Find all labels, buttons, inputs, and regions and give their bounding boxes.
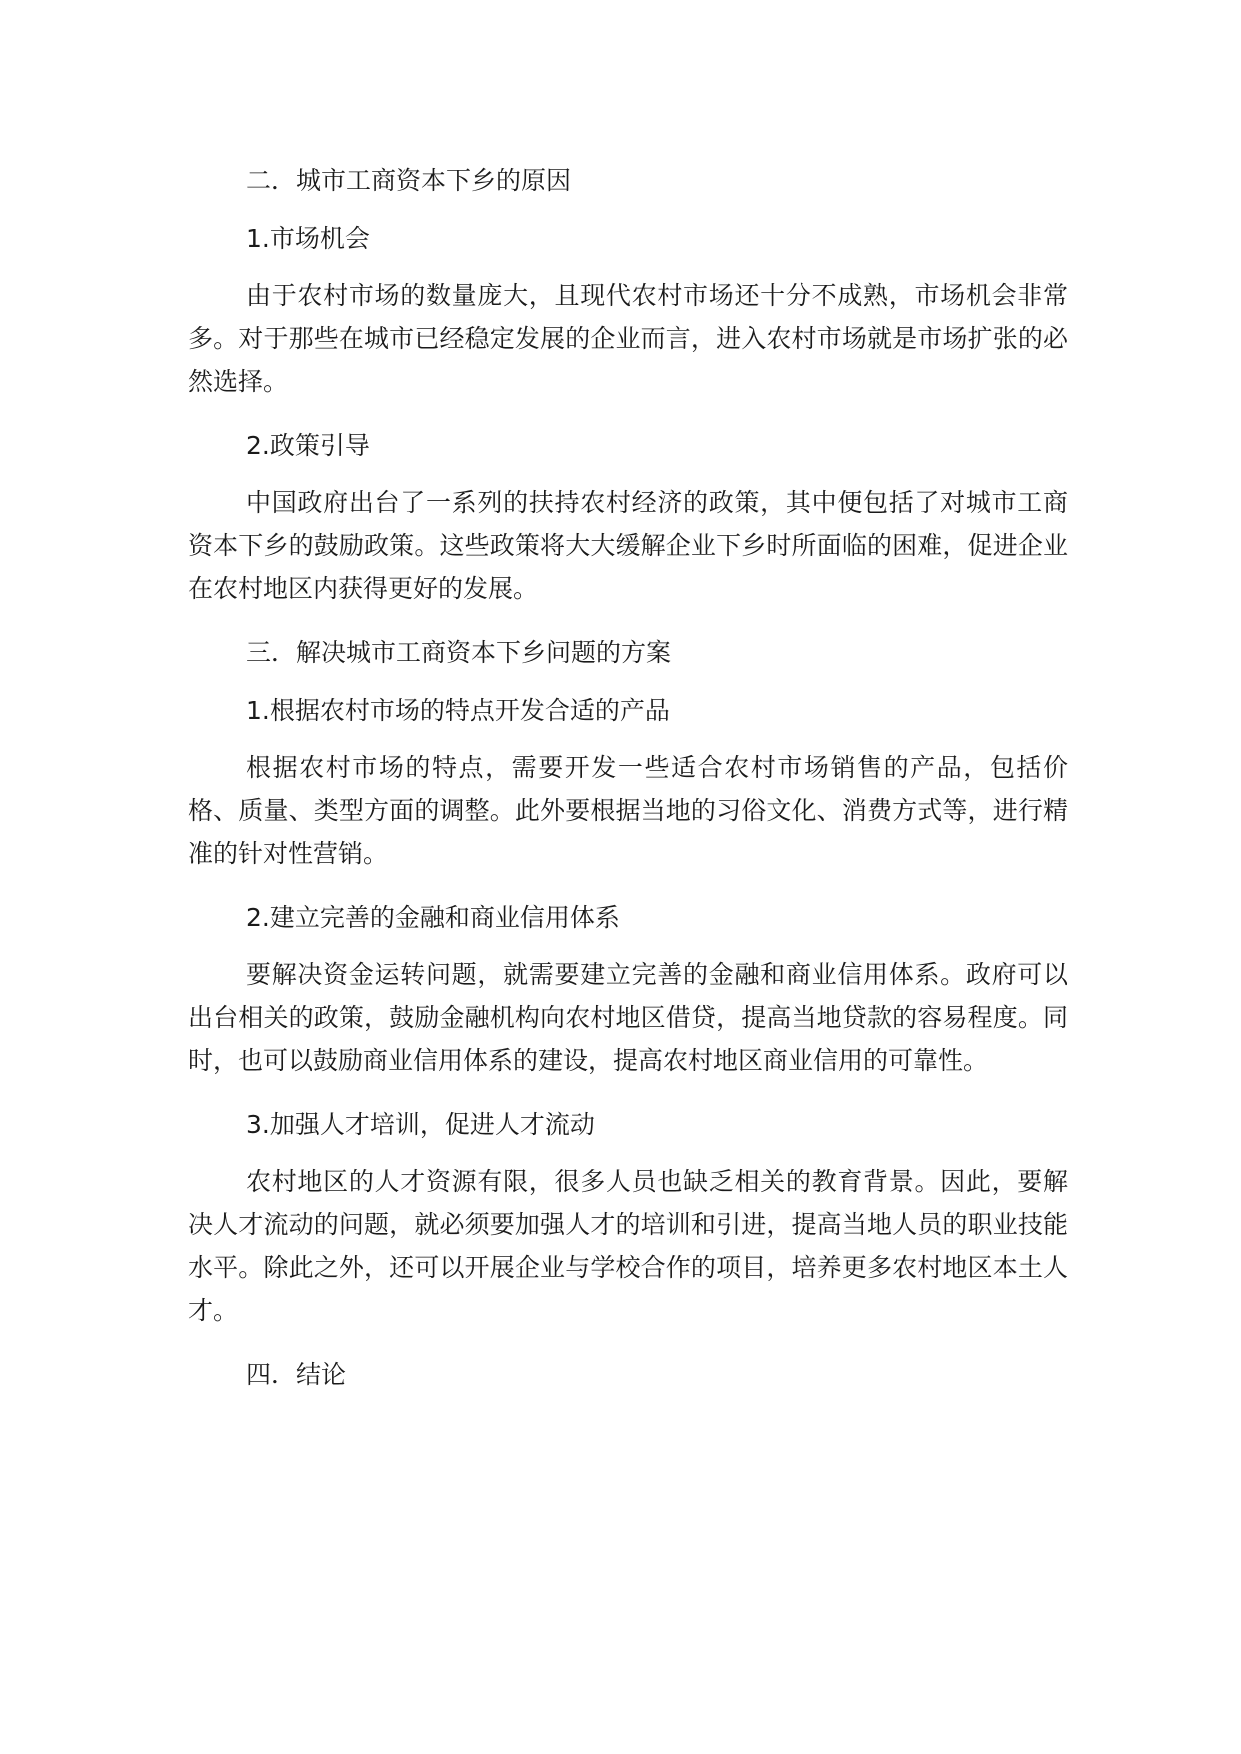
s3-item3-paragraph: 农村地区的人才资源有限，很多人员也缺乏相关的教育背景。因此，要解决人才流动的问题，就必须要加强人才的培训和引进，提高当地人员的职业技能水平。除此之外，还可以开展企业与学校合作的项目，培养更多农村地区本土人才。 xyxy=(188,1167,1068,1325)
section-four-heading: 四．结论 xyxy=(246,1360,347,1389)
document-content xyxy=(188,152,1068,1404)
s3-item3-heading: 3.加强人才培训，促进人才流动 xyxy=(246,1110,595,1139)
s2-item2-heading: 2.政策引导 xyxy=(246,431,370,460)
section-two-heading: 二．城市工商资本下乡的原因 xyxy=(246,166,572,195)
s2-item1-paragraph: 由于农村市场的数量庞大，且现代农村市场还十分不成熟，市场机会非常多。对于那些在城市已经稳定发展的企业而言，进入农村市场就是市场扩张的必然选择。 xyxy=(188,281,1068,396)
s3-item1-heading: 1.根据农村市场的特点开发合适的产品 xyxy=(246,696,670,725)
section-three-heading: 三．解决城市工商资本下乡问题的方案 xyxy=(246,638,672,667)
s3-item1-paragraph: 根据农村市场的特点，需要开发一些适合农村市场销售的产品，包括价格、质量、类型方面的调整。此外要根据当地的习俗文化、消费方式等，进行精准的针对性营销。 xyxy=(188,753,1068,868)
s3-item2-heading: 2.建立完善的金融和商业信用体系 xyxy=(246,903,620,932)
s2-item2-paragraph: 中国政府出台了一系列的扶持农村经济的政策，其中便包括了对城市工商资本下乡的鼓励政策。这些政策将大大缓解企业下乡时所面临的困难，促进企业在农村地区内获得更好的发展。 xyxy=(188,488,1068,603)
s3-item2-paragraph: 要解决资金运转问题，就需要建立完善的金融和商业信用体系。政府可以出台相关的政策，鼓励金融机构向农村地区借贷，提高当地贷款的容易程度。同时，也可以鼓励商业信用体系的建设，提高农村地区商业信用的可靠性。 xyxy=(188,960,1068,1075)
s2-item1-heading: 1.市场机会 xyxy=(246,224,370,253)
